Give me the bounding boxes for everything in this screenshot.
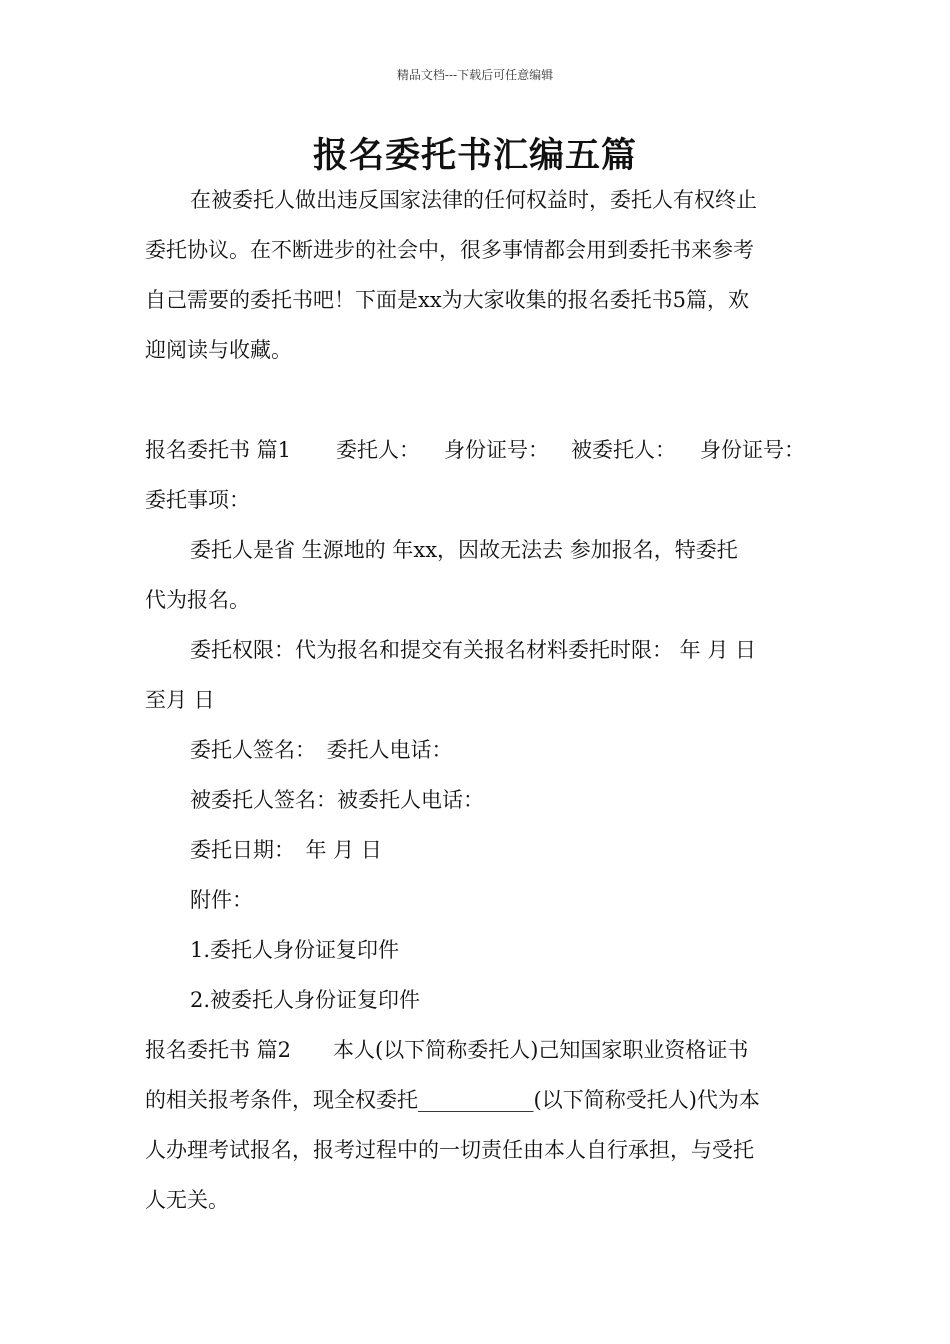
section1-date: 委托日期： 年 月 日	[190, 838, 382, 862]
section2-heading-row	[145, 1035, 748, 1065]
intro-line-1: 在被委托人做出违反国家法律的任何权益时，委托人有权终止	[190, 188, 757, 212]
header-note: 精品文档---下载后可任意编辑	[396, 68, 554, 82]
section2-line-3: 人办理考试报名，报考过程中的一切责任由本人自行承担，与受托	[145, 1138, 754, 1162]
section1-sign-agent: 被委托人签名：被委托人电话：	[190, 788, 484, 812]
page-title: 报名委托书汇编五篇	[312, 135, 637, 176]
intro-line-3: 自己需要的委托书吧！下面是xx为大家收集的报名委托书5篇，欢	[145, 288, 750, 312]
section2-line-4: 人无关。	[145, 1188, 229, 1212]
section2-line-1: 本人(以下简称委托人)己知国家职业资格证书	[333, 1038, 749, 1062]
section1-matters: 委托事项：	[145, 488, 250, 512]
section1-sign-principal: 委托人签名： 委托人电话：	[190, 738, 453, 762]
section1-attach: 附件：	[190, 888, 253, 912]
party-agent: 被委托人：	[571, 438, 677, 462]
section1-attach-2: 2.被委托人身份证复印件	[190, 988, 421, 1012]
section1-heading: 报名委托书 篇1	[145, 438, 292, 462]
party-principal: 委托人：	[336, 438, 421, 462]
section1-p2-line2: 至月 日	[145, 688, 215, 712]
section2-heading: 报名委托书 篇2	[145, 1038, 292, 1062]
party-principal-id: 身份证号：	[444, 438, 550, 462]
section1-p2-line1: 委托权限：代为报名和提交有关报名材料委托时限： 年 月 日	[190, 638, 757, 662]
intro-line-2: 委托协议。在不断进步的社会中，很多事情都会用到委托书来参考	[145, 238, 754, 262]
section1-p1-line2: 代为报名。	[145, 588, 250, 612]
section1-attach-1: 1.委托人身份证复印件	[190, 938, 400, 962]
section1-p1-line1: 委托人是省 生源地的 年xx，因故无法去 参加报名，特委托	[190, 538, 738, 562]
section1-heading-row	[145, 435, 805, 465]
party-agent-id: 身份证号：	[700, 438, 806, 462]
intro-line-4: 迎阅读与收藏。	[145, 338, 292, 362]
section2-line-2: 的相关报考条件，现全权委托___________(以下简称受托人)代为本	[145, 1088, 760, 1112]
